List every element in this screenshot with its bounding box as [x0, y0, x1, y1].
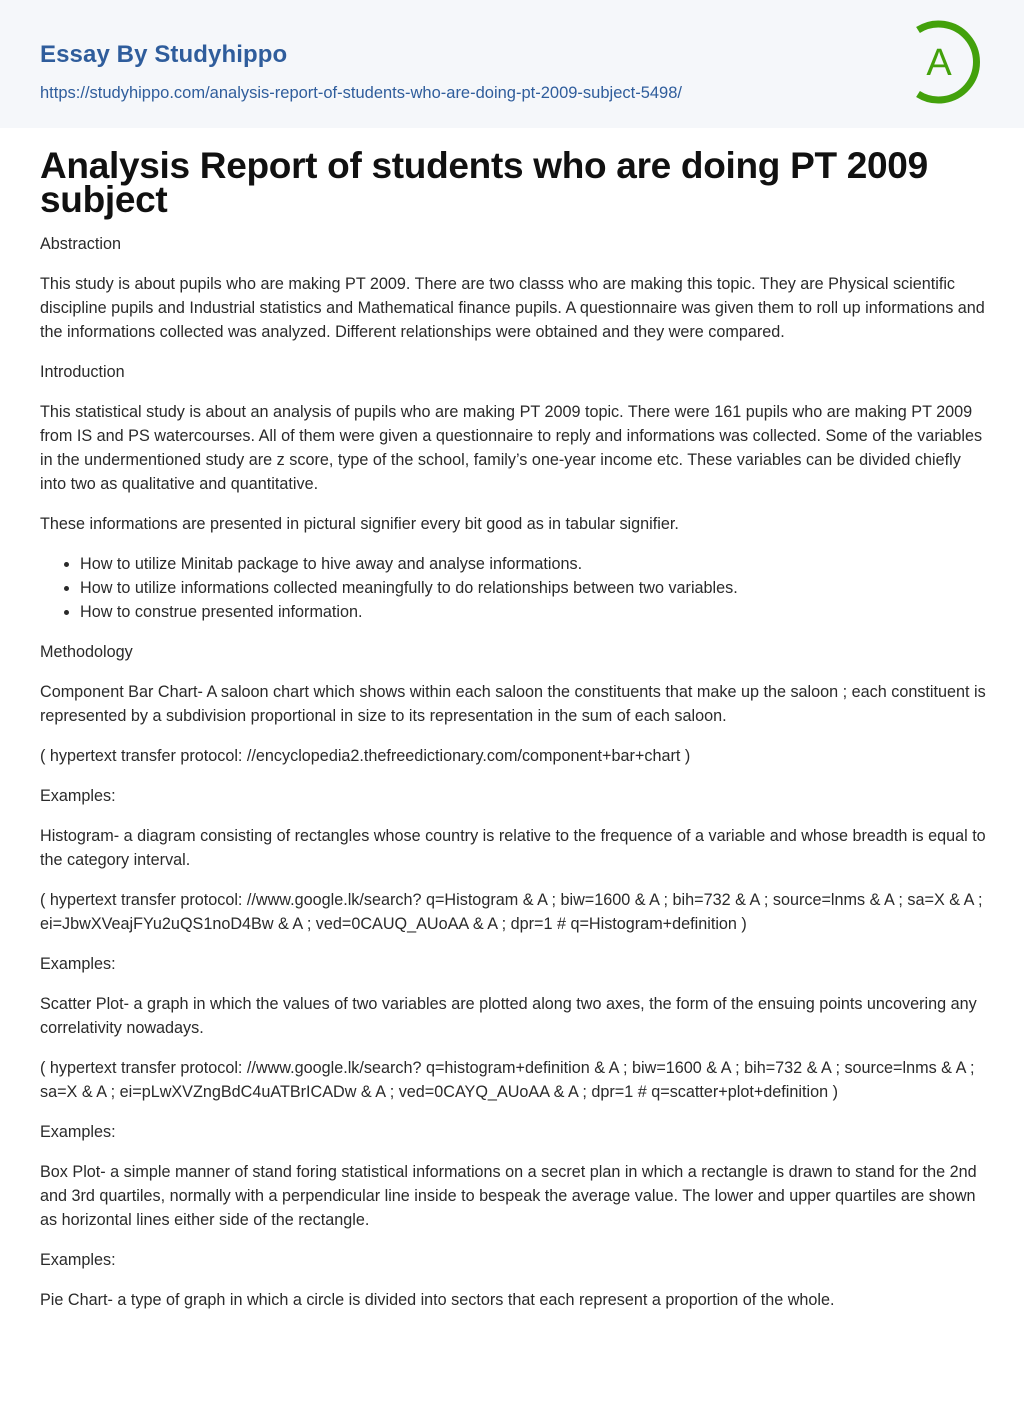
section-heading-abstraction: Abstraction — [40, 235, 121, 253]
histogram-reference: ( hypertext transfer protocol: //www.google.lk/search? q=Histogram & A ; biw=1600 & A ; bih=732 & A ; source=lnms & A ; sa=X & A ; ei=JbwXVeajFYu2uQS1noD4Bw & A ; ved=0CAUQ_AUoAA & A ; dpr=1 # q=Histogram+definition ) — [40, 891, 983, 933]
component-bar-reference: ( hypertext transfer protocol: //encyclopedia2.thefreedictionary.com/component+bar+chart ) — [40, 747, 691, 765]
article-body — [40, 232, 990, 1328]
scatter-paragraph: Scatter Plot- a graph in which the values of two variables are plotted along two axes, the form of the ensuing points uncovering any correlativity nowadays. — [40, 995, 977, 1037]
list-item: • How to construe presented information. — [80, 600, 990, 624]
section-heading-introduction: Introduction — [40, 363, 125, 381]
histogram-paragraph: Histogram- a diagram consisting of rectangles whose country is relative to the frequence of a variable and whose breadth is equal to the category interval. — [40, 827, 986, 869]
boxplot-paragraph: Box Plot- a simple manner of stand foring statistical informations on a secret plan in which a rectangle is drawn to stand for the 2nd and 3rd quartiles, normally with a perpendicular line inside to bespeak the average value. The lower and upper quartiles are shown as horizontal lines either side of the rectangle. — [40, 1163, 977, 1229]
objectives-list — [40, 552, 990, 624]
abstraction-paragraph: This study is about pupils who are making PT 2009. There are two classs who are making this topic. They are Physical scientific discipline pupils and Industrial statistics and Mathematical finance pupils. A questionnaire was given them to roll up informations and the informations collected was analyzed. Different relationships were obtained and they were compared. — [40, 275, 985, 341]
article-title: Analysis Report of students who are doing PT 2009 subject — [40, 145, 928, 220]
introduction-paragraph: This statistical study is about an analysis of pupils who are making PT 2009 topic. There were 161 pupils who are making PT 2009 from IS and PS watercourses. All of them were given a questionnaire to reply and informations was collected. Some of the variables in the undermentioned study are z score, type of the school, family’s one-year income etc. These variables can be divided chiefly into two as qualitative and quantitative. — [40, 403, 983, 493]
list-item: • How to utilize informations collected meaningfully to do relationships between two variables. — [80, 576, 990, 600]
presentation-paragraph: These informations are presented in pictural signifier every bit good as in tabular signifier. — [40, 515, 679, 533]
brand-title[interactable]: Essay By Studyhippo — [40, 41, 288, 68]
examples-label: Examples: — [40, 955, 116, 973]
list-item: • How to utilize Minitab package to hive away and analyse informations. — [80, 552, 990, 576]
examples-label: Examples: — [40, 1123, 116, 1141]
scatter-reference: ( hypertext transfer protocol: //www.google.lk/search? q=histogram+definition & A ; biw=1600 & A ; bih=732 & A ; source=lnms & A ; sa=X & A ; ei=pLwXVZngBdC4uATBrICADw & A ; ved=0CAYQ_AUoAA & A ; dpr=1 # q=scatter+plot+definition ) — [40, 1059, 975, 1101]
source-url-link[interactable]: https://studyhippo.com/analysis-report-of-students-who-are-doing-pt-2009-subject-5498/ — [40, 84, 682, 102]
component-bar-paragraph: Component Bar Chart- A saloon chart which shows within each saloon the constituents that make up the saloon ; each constituent is represented by a subdivision proportional in size to its representation in the sum of each saloon. — [40, 683, 986, 725]
section-heading-methodology: Methodology — [40, 643, 133, 661]
examples-label: Examples: — [40, 1251, 116, 1269]
logo-letter: A — [926, 42, 952, 84]
pie-chart-paragraph: Pie Chart- a type of graph in which a circle is divided into sectors that each represent a proportion of the whole. — [40, 1291, 835, 1309]
examples-label: Examples: — [40, 787, 116, 805]
